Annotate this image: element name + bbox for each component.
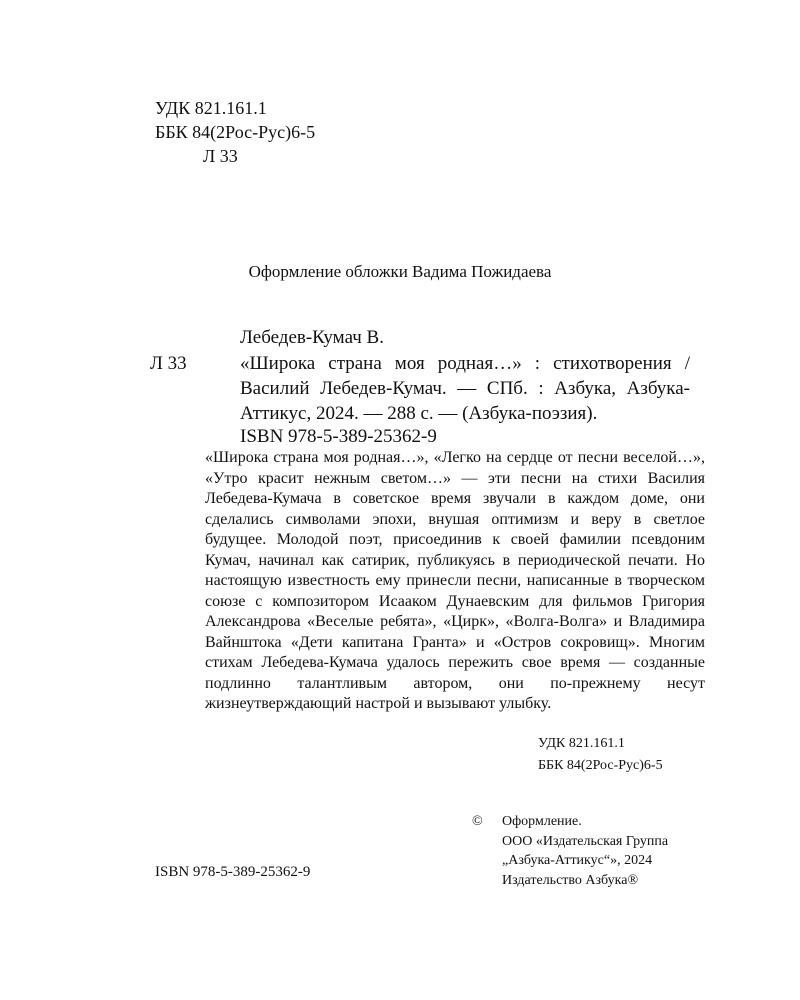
bibliographic-author-mark: Л 33	[150, 353, 187, 374]
annotation-bbk: ББК 84(2Рос-Рус)6-5	[538, 758, 663, 773]
copyright-line: Издательство Азбука®	[502, 872, 639, 888]
bibliographic-isbn: ISBN 978-5-389-25362-9	[240, 426, 437, 447]
copyright-line: „Азбука-Аттикус“», 2024	[502, 853, 653, 868]
annotation-udk: УДК 821.161.1	[538, 736, 625, 751]
copyright-line: Оформление.	[502, 814, 582, 829]
cover-design-credit: Оформление обложки Вадима Пожидаева	[248, 262, 552, 281]
copyright-line: ООО «Издательская Группа	[502, 833, 669, 849]
copyright-symbol: ©	[472, 814, 483, 829]
udk-code: УДК 821.161.1	[155, 98, 267, 118]
author-mark: Л 33	[203, 146, 238, 166]
classification-codes	[155, 96, 315, 168]
bibliographic-author: Лебедев-Кумач В.	[240, 327, 384, 348]
isbn-bottom: ISBN 978-5-389-25362-9	[155, 864, 311, 880]
annotation: «Широка страна моя родная…», «Легко на сердце от песни веселой…», «Утро красит нежным светом…» — эти песни на стихи Василия Лебедева-Кумача в советское время звучали в каждом доме, они сделались символами эпохи, внушая оптимизм и веру в светлое будущее. Молодой поэт, присоединив к своей фамилии псевдоним Кумач, начинал как сатирик, публикуясь в периодической печати. Но настоящую известность ему принесли песни, написанные в творческом союзе с композитором Исааком Дунаевским для фильмов Григория Александрова «Веселые ребята», «Цирк», «Волга-Волга» и Владимира Вайнштока «Дети капитана Гранта» и «Остров сокровищ». Многим стихам Лебедева-Кумача удалось пережить свое время — созданные подлинно талантливым автором, они по-прежнему несут жизнеутверждающий настрой и вызывают улыбку.	[205, 449, 705, 712]
annotation-codes	[538, 733, 663, 777]
bbk-code: ББК 84(2Рос-Рус)6-5	[155, 122, 316, 142]
bibliographic-description: «Широка страна моя родная…» : стихотворения / Василий Лебедев-Кумач. — СПб. : Азбука, Азбука-Аттикус, 2024. — 288 с. — (Азбука-поэзия).	[240, 353, 690, 424]
